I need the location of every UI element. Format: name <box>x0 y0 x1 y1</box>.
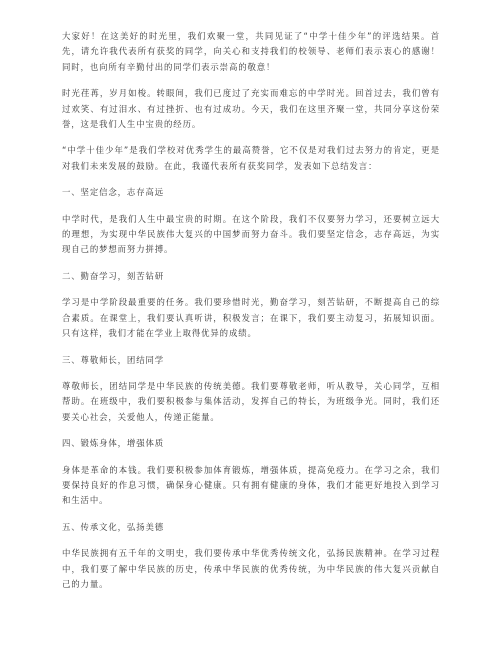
paragraph: 时光荏苒，岁月如梭。转眼间，我们已度过了充实而难忘的中学时光。回首过去，我们曾有过欢笑、有过泪水、有过挫折、也有过成功。今天，我们在这里齐聚一堂，共同分享这份荣誉，这是我们人生中宝贵的经历。 <box>62 88 440 130</box>
section-heading: 一、坚定信念，志存高远 <box>62 187 165 198</box>
section-heading: 三、尊敬师长，团结同学 <box>62 354 165 365</box>
section-heading: 四、锻炼身体，增强体质 <box>62 438 165 449</box>
paragraph: 身体是革命的本钱。我们要积极参加体育锻炼，增强体质，提高免疫力。在学习之余，我们要保持良好的作息习惯，确保身心健康。只有拥有健康的身体，我们才能更好地投入到学习和生活中。 <box>62 464 440 506</box>
paragraph: “中学十佳少年”是我们学校对优秀学生的最高赞誉，它不仅是对我们过去努力的肯定，更是对我们未来发展的鼓励。在此，我谨代表所有获奖同学，发表如下总结发言： <box>62 145 440 171</box>
paragraph: 大家好！在这美好的时光里，我们欢聚一堂，共同见证了“中学十佳少年”的评选结果。首先，请允许我代表所有获奖的同学，向关心和支持我们的校领导、老师们表示衷心的感谢！同时，也向所有辛勤付出的同学们表示崇高的敬意！ <box>62 31 440 72</box>
document-page <box>62 29 440 603</box>
paragraph: 学习是中学阶段最重要的任务。我们要珍惜时光，勤奋学习，刻苦钻研，不断提高自己的综合素质。在课堂上，我们要认真听讲，积极发言；在课下，我们要主动复习，拓展知识面。只有这样，我们才能在学业上取得优异的成绩。 <box>62 297 440 339</box>
paragraph: 中华民族拥有五千年的文明史，我们要传承中华优秀传统文化，弘扬民族精神。在学习过程中，我们要了解中华民族的历史，传承中华民族的优秀传统，为中华民族的伟大复兴贡献自己的力量。 <box>62 548 440 589</box>
paragraph: 尊敬师长，团结同学是中华民族的传统美德。我们要尊敬老师，听从教导，关心同学，互相帮助。在班级中，我们要积极参与集体活动，发挥自己的特长，为班级争光。同时，我们还要关心社会，关爱他人，传递正能量。 <box>62 380 440 422</box>
section-heading: 五、传承文化，弘扬美德 <box>62 521 165 532</box>
section-heading: 二、勤奋学习，刻苦钻研 <box>62 270 165 281</box>
paragraph: 中学时代，是我们人生中最宝贵的时期。在这个阶段，我们不仅要努力学习，还要树立远大的理想，为实现中华民族伟大复兴的中国梦而努力奋斗。我们要坚定信念，志存高远，为实现自己的梦想而努力拼搏。 <box>62 213 440 255</box>
